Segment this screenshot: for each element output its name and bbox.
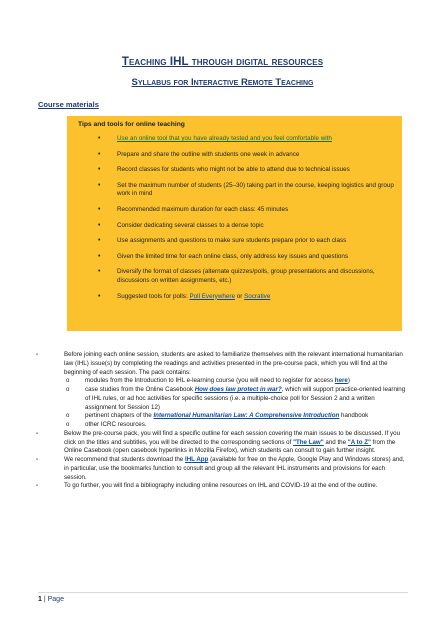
ihl-app-link[interactable]: IHL App [184,456,209,463]
bullet-icon: • [98,166,101,174]
sub-item-text: ) [347,377,350,385]
sub-item-case-studies [36,386,408,412]
paragraph-outline [36,430,408,456]
tip-item [78,206,395,215]
circle-bullet-icon: o [66,387,70,393]
sub-item-handbook [36,412,408,421]
tip-text: Record classes for students who might not be able to attend due to technical issues [117,166,350,174]
tip-item [78,237,395,246]
tip-item [78,222,395,231]
the-law-link[interactable]: "The Law" [293,438,324,446]
paragraph-ihl-app [36,456,408,482]
tip-text: Diversify the format of classes (alternate quizzes/polls, group presentations and discussions, discussions on written assignments, etc.) [117,268,375,284]
circle-bullet-icon: o [66,413,70,420]
bullet-icon: • [98,221,101,229]
document-title: Teaching IHL through digital resources [121,56,324,68]
tip-item [78,268,395,285]
paragraph-text: Below the pre-course pack, you will find a specific outline for each session covering the main issues to be discussed. If you click on the titles and subtitles, you will be directed to the corresponding sections of [64,429,401,446]
dash-marker: - [36,429,39,437]
register-here-link[interactable]: here [334,377,348,385]
bullet-icon: • [98,205,101,213]
circle-bullet-icon: o [66,378,70,385]
sub-item-text: pertinent chapters of the [85,412,154,420]
tip-text: Prepare and share the outline with students one week in advance [117,150,300,158]
dash-marker: - [36,482,39,490]
dash-marker: - [36,351,39,358]
tip-link-online-tool[interactable]: Use an online tool that you have already tested and you feel comfortable with [117,135,332,142]
main-content [36,351,408,491]
footer-separator: | [41,596,48,603]
sub-item-text: case studies from the Online Casebook [85,386,195,393]
tip-item [78,182,395,199]
paragraph-pre-course [36,351,408,377]
paragraph-text: (available for free on the Apple, Google Play and Windows stores) and, in particular, use the bookmarks function to consult and group all the relevant IHL instruments and provisions for each session. [64,456,405,481]
a-to-z-link[interactable]: "A to Z" [347,438,371,446]
tip-item [78,135,395,144]
polls-prefix: Suggested tools for polls: [117,292,190,300]
paragraph-bibliography [36,482,408,491]
sub-item-text: other ICRC resources. [85,421,147,428]
sub-item-text: handbook [339,412,369,420]
bullet-icon: • [98,252,101,260]
tip-item [78,166,395,175]
paragraph-text: We recommend that students download the [64,456,185,463]
tip-text: Set the maximum number of students (25–30) taking part in the course, keeping logistics and group work in mind [117,181,394,198]
sub-item-text: modules from the Introduction to IHL e-learning course (you will need to register for access [85,377,335,385]
paragraph-text: To go further, you will find a bibliography including online resources on IHL and COVID-19 at the end of the outline. [64,482,378,490]
paragraph-text: Before joining each online session, students are asked to familiarize themselves with the relevant international humanitarian law (IHL) issue(s) by completing the readings and activities presented in the pre-course pack, which you will find at the beginning of each session. The pack contains: [64,351,403,376]
paragraph-text: and the [323,438,348,446]
tips-heading: Tips and tools for online teaching [78,121,185,128]
tips-list [78,135,395,301]
document-subtitle: Syllabus for Interactive Remote Teaching [131,77,314,88]
page-number: 1 [38,596,42,603]
tip-item [78,151,395,160]
bullet-icon: • [98,292,101,300]
bullet-icon: • [98,150,101,158]
bullet-icon: • [98,237,101,245]
tip-item [78,253,395,262]
polls-or: or [234,292,245,300]
poll-everywhere-link[interactable]: Poll Everywhere [189,292,235,300]
section-heading: Course materials [38,100,99,109]
tips-box [67,116,402,331]
tip-text: Given the limited time for each online class, only address key issues and questions [117,252,349,260]
handbook-link[interactable]: International Humanitarian Law: A Comprehensive Introduction [153,412,340,420]
bullet-icon: • [98,135,101,142]
page-footer [38,596,64,603]
footer-divider [38,592,408,593]
tip-text: Use assignments and questions to make sure students prepare prior to each class [117,237,347,245]
bullet-icon: • [98,268,101,276]
sub-item-modules [36,377,408,386]
circle-bullet-icon: o [66,422,70,428]
dash-marker: - [36,456,39,463]
tip-text: Consider dedicating several classes to a dense topic [117,221,264,229]
bullet-icon: • [98,181,101,189]
casebook-link[interactable]: How does law protect in war? [194,386,282,393]
socrative-link[interactable]: Socrative [244,292,271,300]
page-label: Page [47,596,64,603]
paragraph-text: from the Online Casebook (open casebook hyperlinks in Mozilla Firefox), which students can consult to gain further insight. [64,438,396,455]
sub-item-other [36,421,408,430]
tip-item [78,293,395,302]
tip-text: Recommended maximum duration for each class: 45 minutes [117,205,289,213]
sub-item-text: , which will support practice-oriented learning of IHL rules, or ad hoc activities for specific sessions (i.e. a multiple-choice poll for Session 2 and a written assignment for Session 12) [85,386,406,411]
